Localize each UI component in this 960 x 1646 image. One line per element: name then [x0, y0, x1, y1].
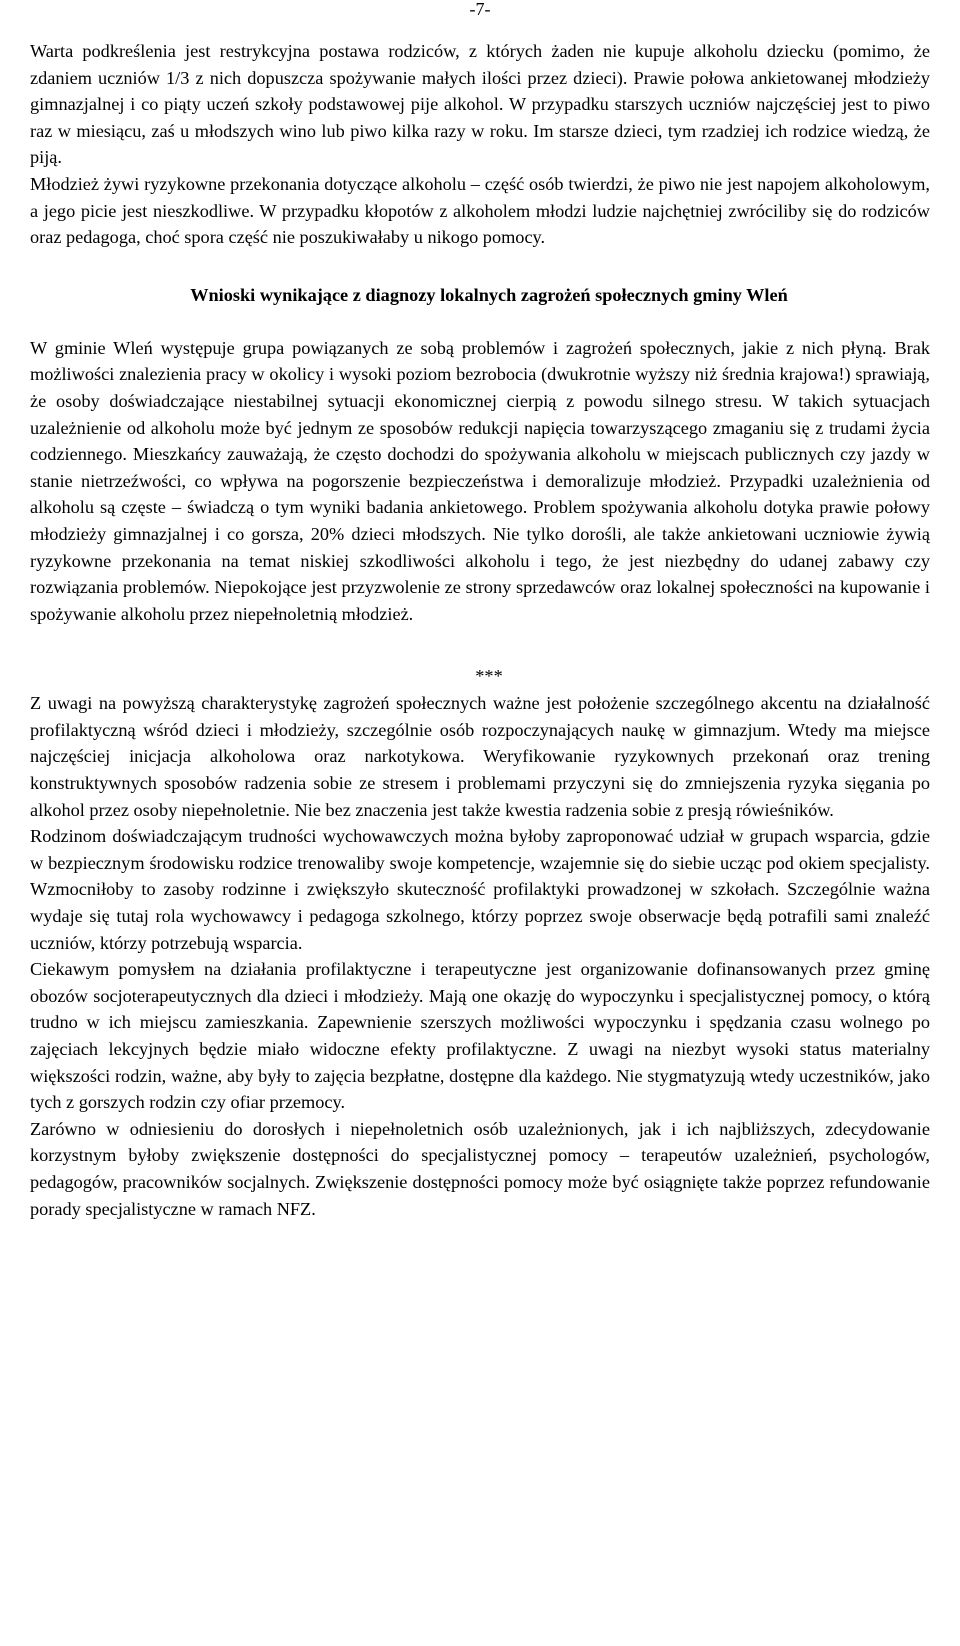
paragraph-risky-beliefs: Młodzież żywi ryzykowne przekonania dotyczące alkoholu – część osób twierdzi, że piwo nie jest napojem alkoholowym, a jego picie jest nieszkodliwe. W przypadku kłopotów z alkoholem młodzi ludzie najchętniej zwróciliby się do rodziców oraz pedagoga, choć spora część nie poszukiwałaby u nikogo pomocy. [30, 173, 930, 248]
paragraph-conclusions: W gminie Wleń występuje grupa powiązanych ze sobą problemów i zagrożeń społecznych, jakie z nich płyną. Brak możliwości znalezienia pracy w okolicy i wysoki poziom bezrobocia (dwukrotnie wyższy niż średnia krajowa!) sprawiają, że osoby doświadczające niestabilnej sytuacji ekonomicznej cierpią z powodu silnego stresu. W takich sytuacjach uzależnienie od alkoholu może być jednym ze sposobów redukcji napięcia towarzyszącego zmaganiu się z trudami życia codziennego. Mieszkańcy zauważają, że często dochodzi do spożywania alkoholu w miejscach publicznych czy jazdy w stanie nietrzeźwości, co wpływa na pogorszenie bezpieczeństwa i demoralizuje młodzież. Przypadki uzależnienia od alkoholu są częste – świadczą o tym wyniki badania ankietowego. Problem spożywania alkoholu dotyka prawie połowy młodzieży gimnazjalnej i co gorsza, 20% dzieci młodszych. Nie tylko dorośli, ale także ankietowani uczniowie żywią ryzykowne przekonania na temat niskiej szkodliwości alkoholu i tego, że jest niezbędny do udanej zabawy czy rozwiązania problemów. Niepokojące jest przyzwolenie ze strony sprzedawców oraz lokalnej społeczności na kupowanie i spożywanie alkoholu przez niepełnoletnią młodzież. [30, 337, 930, 624]
paragraph-prevention-youth: Z uwagi na powyższą charakterystykę zagrożeń społecznych ważne jest położenie szczególnego akcentu na działalność profilaktyczną wśród dzieci i młodzieży, szczególnie osób rozpoczynających naukę w gimnazjum. Wtedy ma miejsce najczęściej inicjacja alkoholowa oraz narkotykowa. Weryfikowanie ryzykownych przekonań oraz trening konstruktywnych sposobów radzenia sobie ze stresem i problemami przyczyni się do zmniejszenia ryzyka sięgania po alkohol przez osoby niepełnoletnie. Nie bez znaczenia jest także kwestia radzenia sobie z presją rówieśników. [30, 693, 930, 820]
page-number: -7- [469, 0, 491, 19]
paragraph-parental-attitude: Warta podkreślenia jest restrykcyjna postawa rodziców, z których żaden nie kupuje alkoholu dziecku (pomimo, że zdaniem uczniów 1/3 z nich dopuszcza spożywanie małych ilości przez dzieci). Prawie połowa ankietowanej młodzieży gimnazjalnej i co piąty uczeń szkoły podstawowej pije alkohol. W przypadku starszych uczniów najczęściej jest to piwo raz w miesiącu, zaś u młodszych wino lub piwo kilka razy w roku. Im starsze dzieci, tym rzadziej ich rodzice wiedzą, że piją. [30, 41, 930, 168]
paragraph-camps: Ciekawym pomysłem na działania profilaktyczne i terapeutyczne jest organizowanie dofinansowanych przez gminę obozów socjoterapeutycznych dla dzieci i młodzieży. Mają one okazję do wypoczynku i specjalistycznej pomocy, o którą trudno w ich miejscu zamieszkania. Zapewnienie szerszych możliwości wypoczynku i spędzania czasu wolnego po zajęciach lekcyjnych będzie miało widoczne efekty profilaktyczne. Z uwagi na niezbyt wysoki status materialny większości rodzin, ważne, aby były to zajęcia bezpłatne, dostępne dla każdego. Nie stygmatyzują wtedy uczestników, jako tych z gorszych rodzin czy ofiar przemocy. [30, 959, 930, 1113]
document-body [30, 38, 930, 1222]
section-heading: Wnioski wynikające z diagnozy lokalnych zagrożeń społecznych gminy Wleń [190, 284, 788, 305]
paragraph-support-groups: Rodzinom doświadczającym trudności wychowawczych można byłoby zaproponować udział w grupach wsparcia, gdzie w bezpiecznym środowisku rodzice trenowaliby swoje kompetencje, wzajemnie się do siebie ucząc pod okiem specjalisty. Wzmocniłoby to zasoby rodzinne i zwiększyło skuteczność profilaktyki prowadzonej w szkołach. Szczególnie ważna wydaje się tutaj rola wychowawcy i pedagoga szkolnego, którzy poprzez swoje obserwacje będą potrafili sami znaleźć uczniów, którzy potrzebują wsparcia. [30, 826, 930, 953]
paragraph-specialist-help: Zarówno w odniesieniu do dorosłych i niepełnoletnich osób uzależnionych, jak i ich najbliższych, zdecydowanie korzystnym byłoby zwiększenie dostępności do specjalistycznej pomocy – terapeutów uzależnień, psychologów, pedagogów, pracowników socjalnych. Zwiększenie dostępności pomocy może być osiągnięte także poprzez refundowanie porady specjalistyczne w ramach NFZ. [30, 1118, 930, 1219]
section-separator: *** [475, 666, 503, 687]
